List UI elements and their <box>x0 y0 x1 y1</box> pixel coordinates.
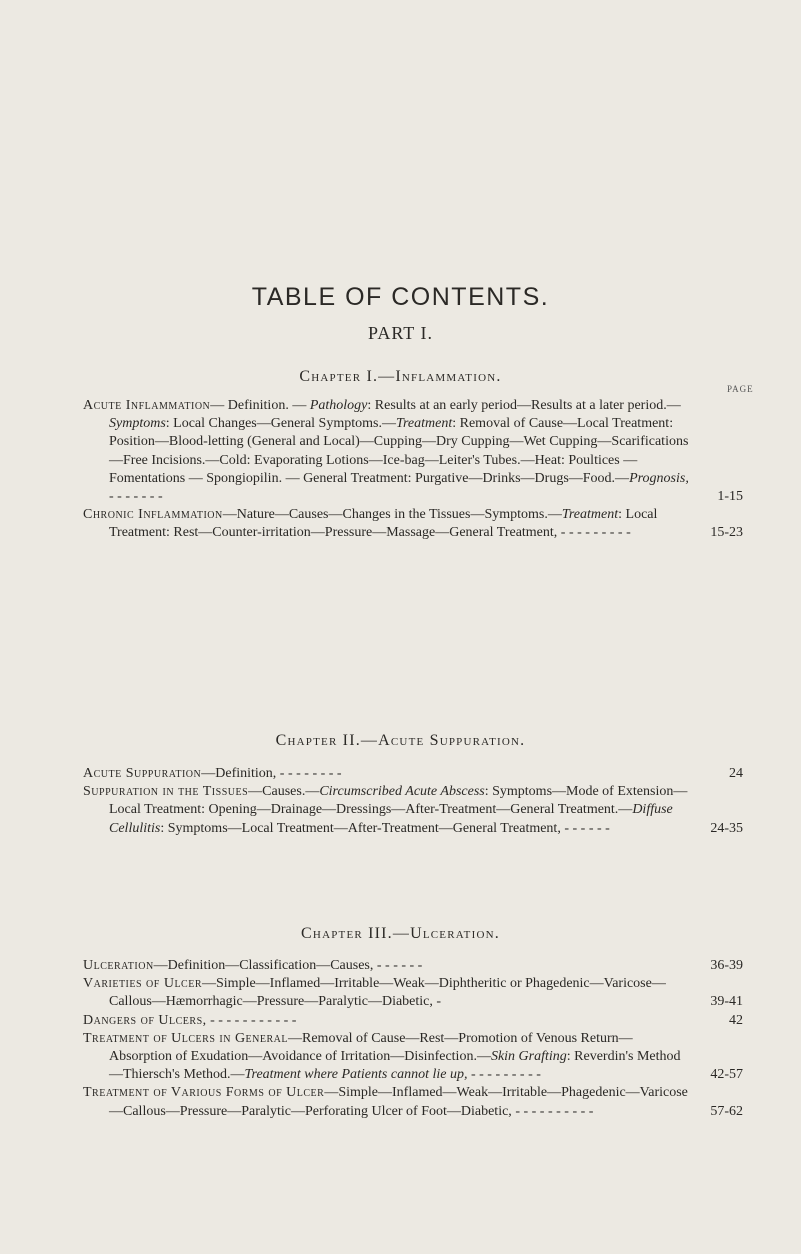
entry-italic: Circumscribed Acute Abscess <box>319 784 485 800</box>
leader-dots: - <box>436 994 442 1010</box>
entry-text: : Local Treatment: Rest—Counter-irritation—Pressure—Massage—General Treatment, <box>109 507 658 541</box>
entry-text: —Definition, <box>201 766 277 781</box>
page-number: 24 <box>729 766 743 781</box>
page-number: 1-15 <box>717 489 743 505</box>
leader-dots: - - - - - - - - - <box>560 525 631 541</box>
leader-dots: - - - - - - - <box>109 489 163 505</box>
toc-entry <box>83 1012 743 1030</box>
entry-italic: Pathology <box>309 398 368 413</box>
entry-text: —Causes.— <box>248 784 320 800</box>
entry-italic: Treatment <box>561 507 619 523</box>
toc-entry <box>83 783 743 838</box>
leader-dots: - - - - - - - - - - - <box>210 1012 297 1028</box>
entry-head: Ulceration <box>83 958 154 973</box>
entry-text: : Local Changes—General Symptoms.— <box>165 416 396 432</box>
page-title: TABLE OF CONTENTS. <box>251 283 550 311</box>
leader-dots: - - - - - - - - <box>279 766 342 781</box>
chapter-2-entries <box>83 765 743 838</box>
page-number: 57-62 <box>710 1103 743 1119</box>
entry-head: Chronic Inflammation <box>83 507 223 523</box>
page-number: 24-35 <box>710 820 743 836</box>
entry-text: —Definition—Classification—Causes, <box>153 958 374 973</box>
entry-text: : Removal of Cause—Local Treatment: Position—Blood-letting (General and Local)—Cupping—Dry Cupping—Wet Cupping—Scarifications—Free Incisions.—Cold: Evaporating Lotions—Ice-bag—Leiter's Tubes.—Heat: Poultices — Fomentations — Spongiopilin. — General Treatment: Purgative—Drinks—Drugs—Food.— <box>109 416 689 486</box>
entry-head: Acute Inflammation <box>83 398 211 413</box>
entry-italic: Skin Grafting <box>490 1049 567 1065</box>
page-column-label: PAGE <box>727 384 754 394</box>
chapter-1-entries <box>83 397 743 543</box>
entry-text: —Nature—Causes—Changes in the Tissues—Symptoms.— <box>222 507 562 523</box>
entry-head: Dangers of Ulcers, <box>83 1012 207 1028</box>
page-number: 15-23 <box>710 525 743 541</box>
entry-text: : Reverdin's Method—Thiersch's Method.— <box>109 1049 681 1083</box>
part-title: PART I. <box>368 323 433 343</box>
entry-italic: Treatment where Patients cannot lie up, <box>244 1067 468 1083</box>
entry-head: Varieties of Ulcer <box>83 976 202 992</box>
leader-dots: - - - - - - <box>564 820 610 836</box>
leader-dots: - - - - - - <box>376 958 423 973</box>
toc-entry <box>83 397 743 506</box>
entry-text: : Symptoms—Local Treatment—After-Treatment—General Treatment, <box>160 820 561 836</box>
entry-head: Suppuration in the Tissues <box>83 784 249 800</box>
entry-text: —Removal of Cause—Rest—Promotion of Venous Return—Absorption of Exudation—Avoidance of Irritation—Disinfection.— <box>109 1030 633 1065</box>
toc-entry <box>83 1030 743 1085</box>
leader-dots: - - - - - - - - - <box>470 1067 541 1083</box>
entry-italic: Symptoms <box>109 416 166 432</box>
page-number: 42 <box>729 1012 743 1028</box>
entry-text: : Results at an early period—Results at a later period.— <box>367 398 681 413</box>
page-number: 39-41 <box>710 994 743 1010</box>
page-number: 42-57 <box>710 1067 743 1083</box>
entry-text: —Simple—Inflamed—Irritable—Weak—Diphtheritic or Phagedenic—Varicose—Callous—Hæmorrhagic—Pressure—Paralytic—Diabetic, <box>109 976 666 1010</box>
entry-text: — Definition. — <box>210 398 310 413</box>
entry-italic: Diffuse Cellulitis <box>109 802 673 836</box>
entry-italic: Treatment <box>395 416 453 432</box>
toc-entry <box>83 1084 743 1120</box>
entry-italic: Prognosis, <box>629 470 689 486</box>
chapter-3-entries <box>83 957 743 1121</box>
page-number: 36-39 <box>710 958 743 973</box>
chapter-heading-3: Chapter III.—Ulceration. <box>301 925 500 942</box>
entry-text: : Symptoms—Mode of Extension—Local Treatment: Opening—Drainage—Dressings—After-Treatment—General Treatment.— <box>109 784 688 818</box>
toc-entry <box>83 975 743 1011</box>
entry-head: Treatment of Ulcers in General <box>83 1030 288 1046</box>
entry-head: Treatment of Various Forms of Ulcer <box>83 1085 325 1101</box>
entry-text: —Simple—Inflamed—Weak—Irritable—Phagedenic—Varicose—Callous—Pressure—Paralytic—Perforating Ulcer of Foot—Diabetic, <box>109 1085 688 1119</box>
entry-head: Acute Suppuration <box>83 766 202 781</box>
toc-entry <box>83 506 743 542</box>
chapter-heading-2: Chapter II.—Acute Suppuration. <box>275 732 526 749</box>
leader-dots: - - - - - - - - - - <box>515 1103 594 1119</box>
toc-entry <box>83 765 743 783</box>
toc-entry <box>83 957 743 975</box>
chapter-heading-1: Chapter I.—Inflammation. <box>299 368 502 385</box>
